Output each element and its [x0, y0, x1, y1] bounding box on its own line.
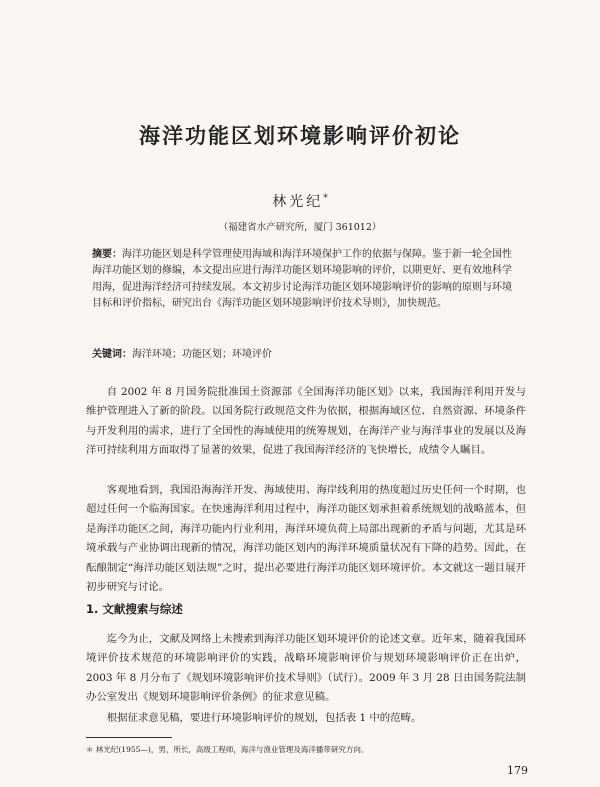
body-paragraph-2: [86, 481, 526, 597]
paragraph-text: 根据征求意见稿，要进行环境影响评价的规划，包括表 1 中的范畴。: [106, 712, 422, 724]
page-number: 179: [507, 764, 528, 777]
author-name: 林光纪: [272, 194, 324, 210]
author-footnote-mark: *: [323, 193, 328, 204]
abstract: [92, 247, 512, 312]
paragraph-text: 自 2002 年 8 月国务院批准国土资源部《全国海洋功能区划》以来，我国海洋利用开发与维护管理进入了新的阶段。以国务院行政规范文件为依据，根据海域区位、自然资源、环境条件与开发利用的需求，进行了全国性的海域使用的统筹规划，在海洋产业与海洋事业的发展以及海洋可持续利用方面取得了显著的效果，促进了我国海洋经济的飞快增长，成绩令人瞩目。: [86, 386, 526, 457]
affiliation: （福建省水产研究所，厦门 361012）: [218, 222, 382, 233]
body-paragraph-3: [86, 630, 526, 708]
footnote-divider: [86, 737, 172, 738]
keywords: [92, 347, 512, 363]
keywords-label: 关键词：: [92, 349, 132, 360]
paper-title: 海洋功能区划环境影响评价初论: [139, 124, 461, 148]
footnote: ＊ 林光纪(1955—)，男，所长，高级工程师，海洋与渔业管理及海洋播带研究方向。: [86, 745, 369, 754]
abstract-label: 摘要：: [92, 249, 122, 260]
body-paragraph-1: [86, 383, 526, 461]
paragraph-text: 客观地看到，我国沿海海洋开发、海域使用、海岸线利用的热度超过历史任何一个时期，也超过任何一个临海国家。在快速海洋利用过程中，海洋功能区划承担着系统规划的战略蓝本，但是海洋功能区之间，海洋功能内行业利用，海洋环境负荷上局部出现新的矛盾与问题，尤其是环境承载与产业协调出现新的情况，海洋功能区划内的海洋环境质量状况有下降的趋势。因此，在酝酿制定“海洋功能区划法规”之时，提出必要进行海洋功能区划环境评价。本文就这一题目展开初步研究与讨论。: [86, 484, 526, 594]
paragraph-text: 迄今为止，文献及网络上未搜索到海洋功能区划环境评价的论述文章。近年来，随着我国环境评价技术规范的环境影响评价的实践，战略环境影响评价与规划环境影响评价正在出炉，2003 年 8 月分布了《规划环境影响评价技术导则》（试行）。2009 年 3 月 28 日由国务院法制办公室发出《规划环境影响评价条例》的征求意见稿。: [86, 633, 526, 704]
body-paragraph-4: [86, 709, 526, 728]
keywords-text: 海洋环境；功能区划；环境评价: [132, 349, 272, 360]
author-line: [0, 191, 600, 211]
section-heading: 1. 文献搜索与综述: [86, 602, 183, 616]
abstract-text: 海洋功能区划是科学管理使用海域和海洋环境保护工作的依据与保障。鉴于新一轮全国性海洋功能区划的修编，本文提出应进行海洋功能区划环境影响的评价，以期更好、更有效地科学用海，促进海洋经济可持续发展。本文初步讨论海洋功能区划环境影响评价的影响的原则与环境目标和评价指标，研究出台《海洋功能区划环境影响评价技术导则》，加快规范。: [92, 249, 512, 309]
